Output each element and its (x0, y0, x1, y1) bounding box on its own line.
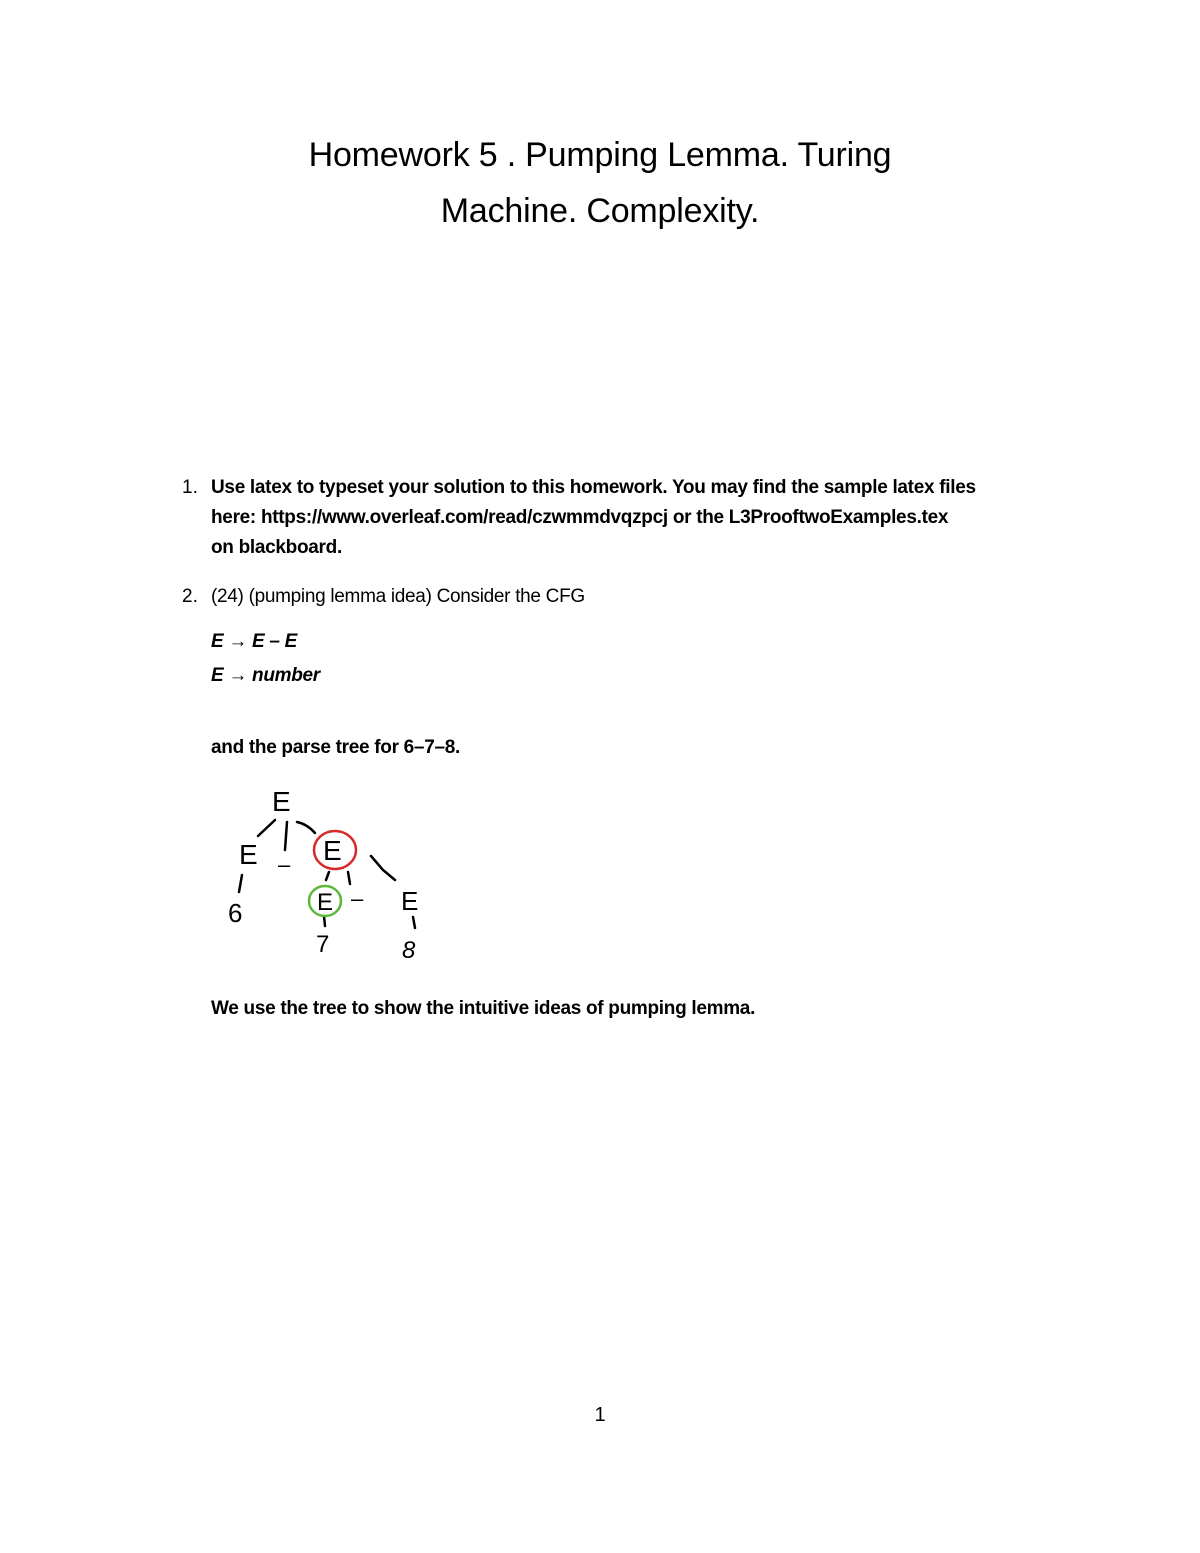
item-number-1: 1. (182, 477, 198, 498)
item-1-line-3: on blackboard. (211, 537, 342, 558)
tree-left-child-node: E (239, 839, 258, 870)
item-1-line-1: Use latex to typeset your solution to this homework. You may find the sample latex files (211, 477, 976, 498)
tree-leaf-7: 7 (316, 931, 330, 958)
tree-edge-left-down (239, 875, 242, 892)
tree-edge-root-left (258, 820, 275, 836)
grammar-rule-2: E → number (211, 665, 320, 686)
parse-tree-caption: and the parse tree for 6–7–8. (211, 737, 460, 758)
grammar-rule-1: E → E – E (211, 631, 298, 652)
tree-minus-1: – (278, 852, 291, 877)
tree-inner-left-node: E (317, 889, 334, 916)
item-2-text: (24) (pumping lemma idea) Consider the CFG (211, 586, 585, 607)
tree-edge-inner-left-down (324, 916, 325, 926)
pumping-lemma-caption: We use the tree to show the intuitive ideas of pumping lemma. (211, 998, 756, 1019)
tree-right-child-node: E (323, 835, 342, 866)
tree-edge-root-right (297, 822, 315, 833)
tree-edge-right-inner-middle (348, 872, 350, 884)
page-number: 1 (594, 1404, 606, 1426)
tree-root-node: E (272, 786, 291, 817)
tree-edge-right-inner-left (326, 872, 329, 880)
tree-minus-2: – (351, 886, 364, 911)
parse-tree-drawing (215, 780, 455, 970)
tree-leaf-6: 6 (228, 898, 243, 928)
item-number-2: 2. (182, 586, 198, 607)
item-1-line-2: here: https://www.overleaf.com/read/czwmmdvqzpcj or the L3ProoftwoExamples.tex (211, 507, 949, 528)
page-title-line-2: Machine. Complexity. (440, 192, 760, 230)
tree-edge-inner-right-down (413, 917, 415, 928)
tree-inner-right-node: E (401, 886, 419, 916)
tree-edge-right-inner-right (371, 856, 395, 880)
item-1-text (211, 473, 1061, 563)
tree-leaf-8: 8 (402, 937, 416, 964)
page-title-line-1: Homework 5 . Pumping Lemma. Turing (308, 136, 892, 174)
tree-edge-root-middle (285, 822, 287, 850)
